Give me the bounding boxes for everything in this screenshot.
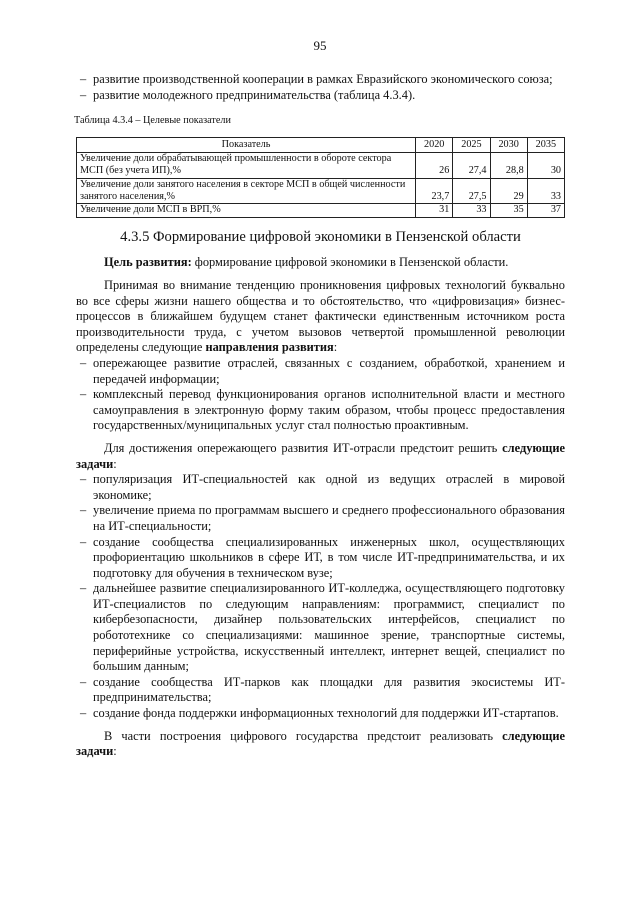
table-cell: 29: [490, 178, 527, 204]
goal-paragraph: [76, 255, 565, 271]
table-cell: Увеличение доли МСП в ВРП,%: [77, 204, 416, 217]
list-item: – развитие молодежного предпринимательства (таблица 4.3.4).: [76, 88, 565, 104]
paragraph: [76, 729, 565, 760]
paragraph-gap: [76, 722, 565, 729]
paragraph-text: Принимая во внимание тенденцию проникновения цифровых технологий буквально во все сферы жизни нашего общества и то обстоятельство, что «цифровизация» бизнес-процессов в ближайшем будущем станет фактически единственным источником роста производительности труда, с учетом вызовов четвертой промышленной революции определены следующие: [76, 278, 565, 355]
punctuation: :: [113, 456, 117, 471]
list-item: – создание сообщества ИТ-парков как площадки для развития экосистемы ИТ-предпринимательства;: [76, 675, 565, 706]
list-item: – создание сообщества специализированных инженерных школ, осуществляющих профориентацию школьников в сфере ИТ, в том числе ИТ-предпринимательства, и их подготовку для обучения в техническом вузе;: [76, 535, 565, 582]
table-cell: 27,4: [453, 152, 490, 178]
list-item: – опережающее развитие отраслей, связанных с созданием, обработкой, хранением и передачей информации;: [76, 356, 565, 387]
page-content: [76, 72, 565, 760]
target-indicators-table: [76, 137, 565, 218]
list-item: – дальнейшее развитие специализированного ИТ-колледжа, осуществляющего подготовку ИТ-специалистов по следующим направлениям: программист, специалист по кибербезопасности, дизайнер пользовательских интерфейсов, специалист по робототехнике со специализациями: машинное зрение, транспортные системы, периферийные устройства, искусственный интеллект, интернет вещей, специалист по большим данным;: [76, 581, 565, 675]
section-heading: 4.3.5 Формирование цифровой экономики в Пензенской области: [120, 228, 521, 245]
punctuation: :: [113, 744, 117, 759]
table-row: [77, 178, 565, 204]
column-header: Показатель: [77, 137, 416, 152]
table-cell: Увеличение доли занятого населения в секторе МСП в общей численности занятого населения,%: [77, 178, 416, 204]
table-cell: Увеличение доли обрабатывающей промышленности в обороте сектора МСП (без учета ИП),%: [77, 152, 416, 178]
table-cell: 37: [527, 204, 564, 217]
paragraph-text: Для достижения опережающего развития ИТ-отрасли предстоит решить: [104, 440, 503, 455]
column-header: 2020: [416, 137, 453, 152]
column-header: 2035: [527, 137, 564, 152]
goal-text: формирование цифровой экономики в Пензенской области.: [191, 255, 509, 270]
goal-label: Цель развития:: [104, 255, 192, 270]
emphasis: следующие задачи: [76, 728, 565, 759]
list-item: – создание фонда поддержки информационных технологий для поддержки ИТ-стартапов.: [76, 706, 565, 722]
column-header: 2030: [490, 137, 527, 152]
list-item: – комплексный перевод функционирования органов исполнительной власти и местного самоуправления в электронную форму таким образом, чтобы процесс предоставления государственных/муниципальных услуг стал полностью проактивным.: [76, 387, 565, 434]
table-cell: 27,5: [453, 178, 490, 204]
page-number: 95: [313, 38, 327, 53]
paragraph: [76, 278, 565, 356]
punctuation: :: [333, 340, 338, 355]
paragraph-text: В части построения цифрового государства предстоит реализовать: [104, 728, 503, 743]
emphasis: следующие задачи: [76, 440, 565, 471]
table-row: [77, 152, 565, 178]
table-cell: 33: [527, 178, 564, 204]
paragraph-gap: [76, 271, 565, 278]
column-header: 2025: [453, 137, 490, 152]
table-cell: 30: [527, 152, 564, 178]
paragraph-gap: [76, 434, 565, 441]
list-item: – популяризация ИТ-специальностей как одной из ведущих отраслей в мировой экономике;: [76, 472, 565, 503]
table-cell: 23,7: [416, 178, 453, 204]
paragraph: [76, 441, 565, 472]
table-row: [77, 204, 565, 217]
table-cell: 28,8: [490, 152, 527, 178]
list-item: – развитие производственной кооперации в рамках Евразийского экономического союза;: [76, 72, 565, 88]
table-header-row: [77, 137, 565, 152]
emphasis: направления развития: [205, 340, 334, 355]
table-cell: 35: [490, 204, 527, 217]
list-item: – увеличение приема по программам высшего и среднего профессионального образования на ИТ-специальности;: [76, 503, 565, 534]
table-caption: Таблица 4.3.4 – Целевые показатели: [74, 115, 231, 127]
table-cell: 31: [416, 204, 453, 217]
table-cell: 26: [416, 152, 453, 178]
table-cell: 33: [453, 204, 490, 217]
